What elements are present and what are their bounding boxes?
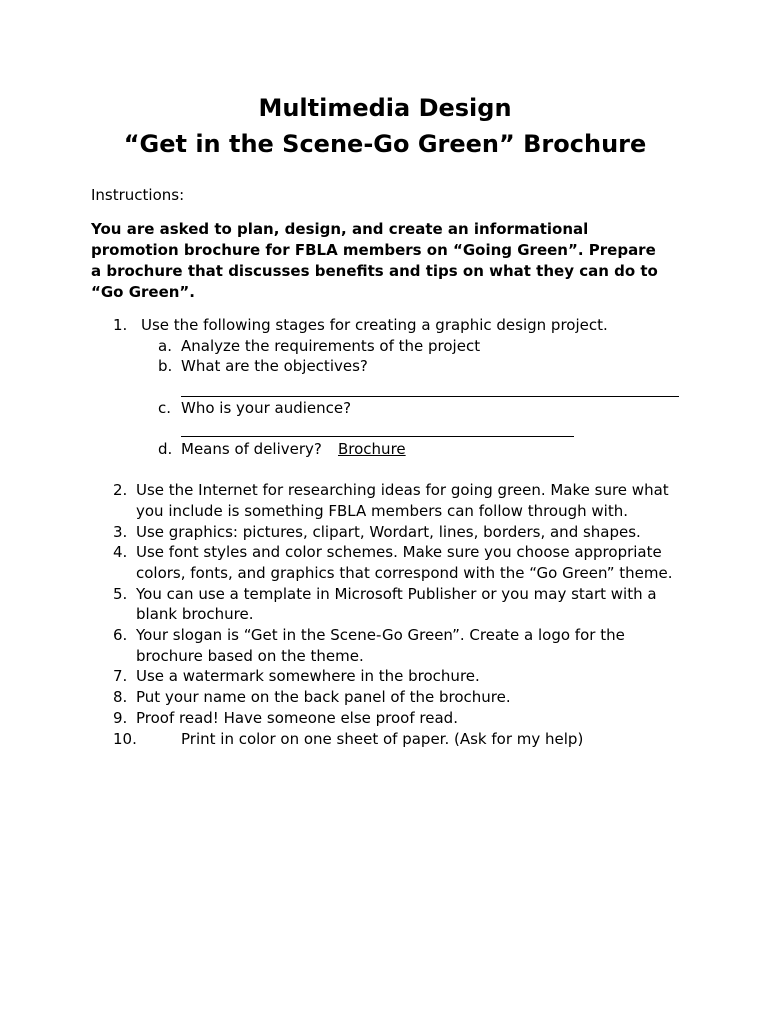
list-item-text: Use font styles and color schemes. Make sure you choose appropriate [136,543,662,561]
list-item-text: You can use a template in Microsoft Publisher or you may start with a [136,585,657,603]
list-item-text: Your slogan is “Get in the Scene-Go Green”. Create a logo for the [136,626,625,644]
list-item-text: Use the Internet for researching ideas for going green. Make sure what [136,481,669,499]
list-item-text: brochure based on the theme. [136,647,364,665]
list-number: 5. [113,585,128,603]
list-item-text: you include is something FBLA members can follow through with. [136,502,628,520]
sub-item-text: Analyze the requirements of the project [181,337,481,355]
list-item-text: Use the following stages for creating a graphic design project. [141,316,608,334]
sub-item-text: Who is your audience? [181,399,352,417]
document-subtitle: “Get in the Scene-Go Green” Brochure [123,130,647,158]
sub-item-text: Means of delivery? [181,440,322,458]
list-item-text: colors, fonts, and graphics that correspond with the “Go Green” theme. [136,564,673,582]
list-number: 3. [113,523,128,541]
list-item-text: Proof read! Have someone else proof read. [136,709,458,727]
list-number: 2. [113,481,128,499]
sub-letter: c. [158,399,172,417]
list-item-text: Use graphics: pictures, clipart, Wordart, lines, borders, and shapes. [136,523,641,541]
intro-line: “Go Green”. [91,283,195,301]
delivery-answer: Brochure [338,440,406,458]
answer-blank-line [181,436,574,437]
answer-blank-line [181,396,679,397]
sub-letter: d. [158,440,173,458]
list-number: 9. [113,709,128,727]
list-item-text: blank brochure. [136,605,254,623]
instructions-label: Instructions: [91,186,185,204]
sub-item-text: What are the objectives? [181,357,368,375]
intro-line: promotion brochure for FBLA members on “Going Green”. Prepare [91,241,656,259]
list-item-text: Print in color on one sheet of paper. (Ask for my help) [181,730,584,748]
list-item-text: Use a watermark somewhere in the brochure. [136,667,480,685]
intro-line: a brochure that discusses benefits and tips on what they can do to [91,262,658,280]
sub-letter: a. [158,337,172,355]
list-item-text: Put your name on the back panel of the brochure. [136,688,511,706]
list-number: 1. [113,316,128,334]
intro-line: You are asked to plan, design, and create an informational [91,220,589,238]
list-number: 10. [113,730,137,748]
sub-letter: b. [158,357,173,375]
list-number: 6. [113,626,128,644]
list-number: 7. [113,667,128,685]
list-number: 4. [113,543,128,561]
list-number: 8. [113,688,128,706]
document-title: Multimedia Design [258,94,512,122]
